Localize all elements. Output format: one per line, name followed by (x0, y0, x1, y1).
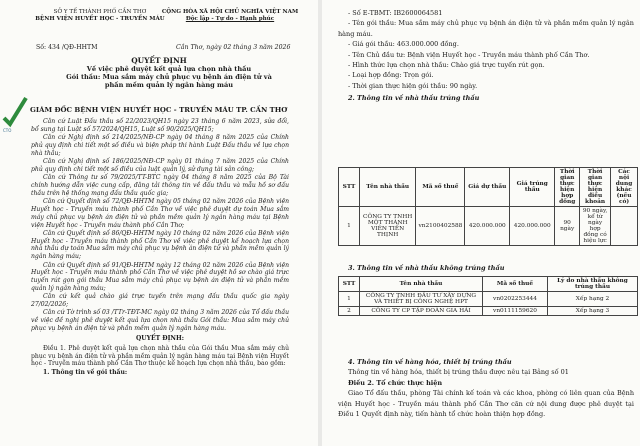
col-header: Lý do nhà thầu không trúng thầu (548, 277, 638, 292)
loser-table (338, 276, 638, 316)
section-4-heading: 4. Thông tin về hàng hóa, thiết bị trúng thầu (348, 358, 512, 366)
cell: 2 (339, 307, 360, 316)
cell: 420.000.000 (510, 207, 555, 246)
info-line: - Số E-TBMT: IB2600064581 (348, 9, 443, 17)
col-header: Mã số thuế (416, 168, 465, 207)
legal-basis (31, 118, 289, 377)
col-header: STT (339, 168, 360, 207)
cell: CÔNG TY CP TẬP ĐOÀN GIA HẢI (360, 307, 483, 316)
basis-paragraph: Căn cứ Tờ trình số 03 /TTr-TĐT-MC ngày 02 tháng 3 năm 2026 của Tổ đấu thầu về việc đề nghị phê duyệt kết quả lựa chọn nhà thầu Gói thầu: Mua sắm máy chủ phục vụ bệnh án điện tử và phần mềm quản lý ngân hàng máu. (31, 309, 289, 333)
decision-subject-line: Về việc phê duyệt kết quả lựa chọn nhà thầu (86, 65, 252, 73)
cell: 420.000.000 (465, 207, 510, 246)
nation-line-1: CỘNG HÒA XÃ HỘI CHỦ NGHĨA VIỆT NAM (161, 9, 299, 15)
org-line-2: BỆNH VIỆN HUYẾT HỌC - TRUYỀN MÁU (35, 16, 165, 22)
decision-page-1 (0, 0, 318, 446)
cell: 90 ngày, kể từ ngày hợp đồng có hiệu lực (580, 207, 611, 246)
cell: vn0202253444 (483, 292, 548, 307)
decision-page-2 (322, 0, 640, 446)
doc-number: Số: 434 /QĐ-HHTM (36, 44, 98, 51)
basis-paragraph: Căn cứ Quyết định số 91/QĐ-HHTM ngày 12 tháng 02 năm 2026 của Bệnh viện Huyết học - Truyền máu thành phố Cần Thơ về việc phê duyệt hồ sơ chào giá trực tuyến rút gọn gói thầu Mua sắm máy chủ phục vụ bệnh án điện tử và phần mềm quản lý ngân hàng máu; (31, 261, 289, 293)
col-header: Các nội dung khác (nếu có) (611, 168, 638, 207)
cell: CÔNG TY TNHH ĐẦU TƯ XÂY DỰNG VÀ THIẾT BỊ CÔNG NGHỆ HPT (360, 292, 483, 307)
basis-paragraph: Căn cứ kết quả chào giá trực tuyến trên mạng đấu thầu quốc gia ngày 27/02/2026; (31, 293, 289, 309)
info-line: - Loại hợp đồng: Trọn gói. (348, 71, 434, 80)
cell: 1 (339, 292, 360, 307)
cell: Xếp hạng 3 (548, 307, 638, 316)
article-2: Điều 2. Tổ chức thực hiện (348, 378, 443, 387)
cell: Xếp hạng 2 (548, 292, 638, 307)
doc-date: Cần Thơ, ngày 02 tháng 3 năm 2026 (176, 44, 291, 51)
info-line: - Giá gói thầu: 463.000.000 đồng. (348, 40, 459, 49)
cell: 90 ngày (555, 207, 580, 246)
basis-paragraph: Căn cứ Luật Đấu thầu số 22/2023/QH15 ngày 23 tháng 6 năm 2023, sửa đổi, bổ sung tại Luật số 57/2024/QH15, Luật số 90/2025/QH15; (31, 118, 289, 133)
national-header (150, 9, 310, 23)
cell: vn0111159620 (483, 307, 548, 316)
table-header-row (339, 168, 638, 207)
table-row (339, 207, 638, 246)
winner-table (338, 167, 638, 246)
table-row (339, 307, 638, 316)
info-line: - Tên gói thầu: Mua sắm máy chủ phục vụ bệnh án điện tử và phần mềm quản lý ngân hàng máu. (338, 19, 634, 38)
org-line-1: SỞ Y TẾ THÀNH PHỐ CẦN THƠ (53, 9, 147, 15)
basis-paragraph: Căn cứ Nghị định số 186/2025/NĐ-CP ngày 01 tháng 7 năm 2025 của Chính phủ quy định chi tiết một số điều của luật quản lý, sử dụng tài sản công; (31, 158, 289, 173)
col-header: Thời gian thực hiện điều khoản (580, 168, 611, 207)
info-line: - Thời gian thực hiện gói thầu: 90 ngày. (348, 81, 478, 90)
cell: CÔNG TY TNHH MỘT THÀNH VIÊN TIẾN THỊNH (359, 207, 416, 246)
basis-paragraph: Căn cứ Thông tư số 79/2025/TT-BTC ngày 04 tháng 8 năm 2025 của Bộ Tài chính hướng dẫn việc cung cấp, đăng tải thông tin về đấu thầu và mẫu hồ sơ đấu thầu trên hệ thống mạng đấu thầu quốc gia; (31, 174, 289, 197)
decision-subject (60, 65, 278, 90)
package-line: Gói thầu: Mua sắm máy chủ phục vụ bệnh án điện tử và phần mềm quản lý ngân hàng máu (66, 73, 272, 90)
article-2-text: Giao Tổ đấu thầu, phòng Tài chính kế toán và các khoa, phòng có liên quan của Bệnh viện Huyết học - Truyền máu thành phố Cần Thơ căn cứ nội dung được phê duyệt tại Điều 1 Quyết định này, tiến hành tổ chức hoàn thiện hợp đồng. (338, 389, 634, 419)
closing-section (338, 357, 634, 419)
cell: vn2100402588 (416, 207, 465, 246)
decision-title: QUYẾT ĐỊNH (131, 56, 187, 65)
basis-paragraph: Căn cứ Quyết định số 72/QĐ-HHTM ngày 05 tháng 02 năm 2026 của Bệnh viện Huyết học - Truyền máu thành phố Cần Thơ về việc phê duyệt dự toán Mua sắm máy chủ phục vụ bệnh án điện tử và phần mềm quản lý ngân hàng máu tại Bệnh viện Huyết học - Truyền máu thành phố Cần Thơ; (31, 198, 289, 229)
section-4-text: Thông tin về hàng hóa, thiết bị trúng thầu được nêu tại Bảng số 01 (348, 368, 569, 377)
col-header: STT (339, 277, 360, 292)
package-info (338, 8, 634, 104)
info-line: - Hình thức lựa chọn nhà thầu: Chào giá trực tuyến rút gọn. (348, 61, 545, 70)
col-header: Tên nhà thầu (359, 168, 416, 207)
nation-line-2: Độc lập - Tự do - Hạnh phúc (185, 16, 275, 22)
authority-heading: GIÁM ĐỐC BỆNH VIỆN HUYẾT HỌC - TRUYỀN MÁU TP. CẦN THƠ (30, 106, 288, 114)
section-2-heading: 2. Thông tin về nhà thầu trúng thầu (348, 94, 480, 103)
hospital-logo-icon (0, 88, 34, 134)
col-header: Tên nhà thầu (360, 277, 483, 292)
section-3-heading: 3. Thông tin về nhà thầu không trúng thầu (348, 264, 505, 272)
info-line: - Tên Chủ đầu tư: Bệnh viện Huyết học - Truyền máu thành phố Cần Thơ. (348, 50, 590, 59)
issuing-org-header (30, 9, 170, 23)
svg-text:CTO: CTO (3, 128, 12, 133)
col-header: Thời gian thực hiện hợp đồng (555, 168, 580, 207)
col-header: Giá dự thầu (465, 168, 510, 207)
cell: 1 (339, 207, 360, 246)
basis-paragraph: Căn cứ Nghị định số 214/2025/NĐ-CP ngày 04 tháng 8 năm 2025 của Chính phủ quy định chi tiết một số điều và biện pháp thi hành Luật Đấu thầu về lựa chọn nhà thầu; (31, 134, 289, 157)
section-1-heading: 1. Thông tin về gói thầu: (43, 368, 128, 376)
article-1: Điều 1. Phê duyệt kết quả lựa chọn nhà thầu của Gói thầu Mua sắm máy chủ phục vụ bệnh án điện tử và phần mềm quản lý ngân hàng máu tại Bệnh viện Huyết học - Truyền máu thành phố Cần Thơ thuộc kế hoạch lựa chọn nhà thầu, bao gồm: (31, 344, 289, 368)
basis-paragraph: Căn cứ Quyết định số 86/QĐ-HHTM ngày 10 tháng 02 năm 2026 của Bệnh viện Huyết học - Truyền máu thành phố Cần Thơ về việc phê duyệt kế hoạch lựa chọn nhà thầu dự toán Mua sắm máy chủ phục vụ bệnh án điện tử và phần mềm quản lý ngân hàng máu; (31, 229, 289, 261)
col-header: Giá trúng thầu (510, 168, 555, 207)
decides-heading: QUYẾT ĐỊNH: (135, 334, 185, 342)
col-header: Mã số thuế (483, 277, 548, 292)
table-header-row (339, 277, 638, 292)
table-row (339, 292, 638, 307)
cell (611, 207, 638, 246)
